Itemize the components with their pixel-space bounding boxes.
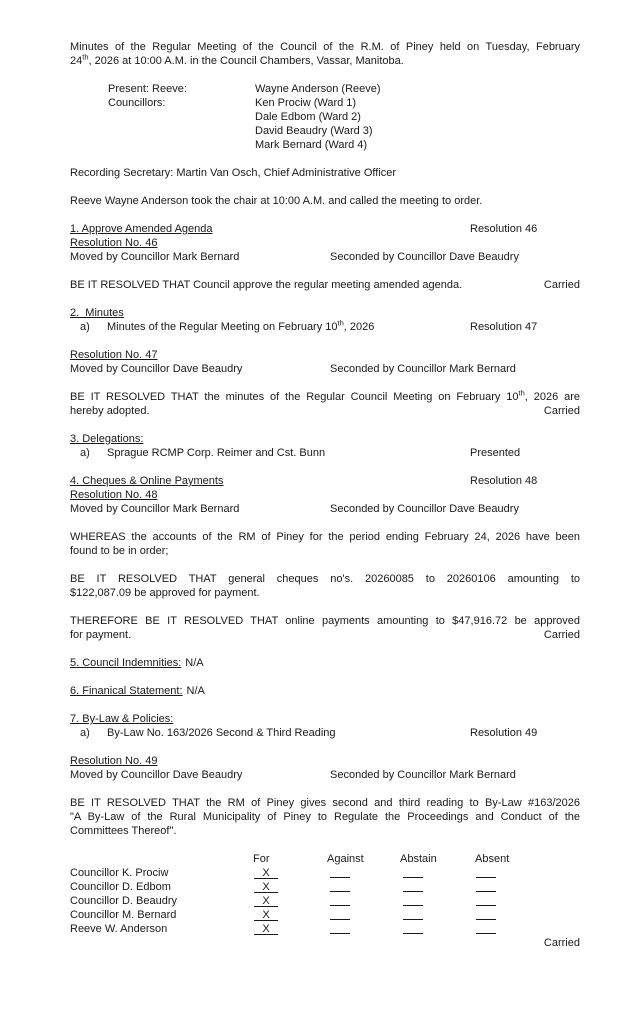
resolved-text: BE IT RESOLVED THAT the minutes of the Regular Council Meeting on February 10 (70, 391, 519, 403)
attendance-row (70, 124, 580, 138)
vote-against-blank (330, 880, 350, 892)
whereas-line-1: WHEREAS the accounts of the RM of Piney for the period ending February 24, 2026 have been (70, 531, 580, 543)
councillor-name: Mark Bernard (Ward 4) (255, 139, 368, 151)
section-4-header-block (70, 474, 580, 516)
vote-absent-blank (476, 894, 496, 906)
section-1-heading: 1. Approve Amended Agenda (70, 223, 213, 235)
vote-row (70, 880, 580, 894)
resolution-no-47: Resolution No. 47 (70, 349, 158, 361)
recording-secretary-line: Recording Secretary: Martin Van Osch, Chief Administrative Officer (70, 167, 397, 179)
title-line-2-rest: , 2026 at 10:00 A.M. in the Council Chambers, Vassar, Manitoba. (88, 55, 404, 67)
councillors-label: Councillors: (108, 97, 166, 109)
attendance-row (70, 110, 580, 124)
section-5-value: N/A (185, 657, 204, 669)
carried-label: Carried (543, 279, 580, 291)
voter-name: Councillor D. Edbom (70, 881, 171, 893)
attendance-row (70, 96, 580, 110)
section-6-row (70, 684, 580, 698)
vote-header-absent: Absent (475, 853, 510, 865)
resolution-ref-47: Resolution 47 (470, 321, 538, 333)
voter-name: Councillor M. Bernard (70, 909, 177, 921)
title-line-2-text: 24 (70, 55, 83, 67)
vote-absent-blank (476, 922, 496, 934)
section-7-heading: 7. By-Law & Policies: (70, 713, 174, 725)
resolution-no-46-row (70, 236, 580, 250)
section-2-item-a (70, 320, 580, 334)
seconded-by: Seconded by Councillor Mark Bernard (330, 769, 516, 781)
section-2-heading: 2. Minutes (70, 307, 124, 319)
section-4-heading: 4. Cheques & Online Payments (70, 475, 224, 487)
resolved-line-2 (70, 628, 580, 642)
resolution-48-text-2 (70, 614, 580, 642)
seconded-by: Seconded by Councillor Dave Beaudry (330, 503, 519, 515)
voter-name: Councillor K. Prociw (70, 867, 169, 879)
presented-label: Presented (470, 447, 521, 459)
present-reeve-label: Present: Reeve: (108, 83, 187, 95)
attendance-block (70, 82, 580, 152)
resolution-47-block (70, 348, 580, 376)
vote-against-blank (330, 908, 350, 920)
resolved-line-2: "A By-Law of the Rural Municipality of Piney to Regulate the Proceedings and Conduct of the (70, 811, 580, 823)
title-line-1: Minutes of the Regular Meeting of the Council of the R.M. of Piney held on Tuesday, February (70, 41, 580, 53)
item-text: Sprague RCMP Corp. Reimer and Cst. Bunn (107, 447, 326, 459)
document-title (70, 40, 580, 68)
section-7-item-a (70, 726, 580, 740)
moved-by: Moved by Councillor Dave Beaudry (70, 769, 243, 781)
section-5-row (70, 656, 580, 670)
resolution-49-text (70, 796, 580, 838)
vote-for-mark: X (254, 894, 278, 907)
vote-carried-row (70, 936, 580, 950)
seconded-by: Seconded by Councillor Mark Bernard (330, 363, 516, 375)
moved-by: Moved by Councillor Dave Beaudry (70, 363, 243, 375)
vote-absent-blank (476, 908, 496, 920)
resolved-text-rest: , 2026 are (524, 391, 580, 403)
carried-label: Carried (543, 937, 580, 949)
section-7-header-block (70, 712, 580, 740)
section-3-block (70, 432, 580, 460)
vote-for-mark: X (254, 866, 278, 879)
councillor-name: David Beaudry (Ward 3) (255, 125, 373, 137)
resolution-46-text-row (70, 278, 580, 292)
resolution-48-text-1 (70, 572, 580, 600)
resolution-ref-48: Resolution 48 (470, 475, 538, 487)
call-to-order-line: Reeve Wayne Anderson took the chair at 10:00 A.M. and called the meeting to order. (70, 195, 483, 207)
section-3-heading-row (70, 432, 580, 446)
resolution-ref-49: Resolution 49 (470, 727, 538, 739)
vote-row (70, 866, 580, 880)
vote-row (70, 894, 580, 908)
resolved-line-1: BE IT RESOLVED THAT general cheques no's. 20260085 to 20260106 amounting to (70, 573, 580, 585)
resolution-no-49: Resolution No. 49 (70, 755, 158, 767)
resolution-no-47-row (70, 348, 580, 362)
vote-row (70, 922, 580, 936)
resolution-49-block (70, 754, 580, 782)
resolution-no-46: Resolution No. 46 (70, 237, 158, 249)
resolved-text: BE IT RESOLVED THAT Council approve the regular meeting amended agenda. (70, 279, 463, 291)
vote-abstain-blank (403, 866, 423, 878)
resolved-text: hereby adopted. (70, 405, 150, 417)
vote-absent-blank (476, 880, 496, 892)
moved-by: Moved by Councillor Mark Bernard (70, 251, 240, 263)
item-text: Minutes of the Regular Meeting on February 10 (107, 321, 338, 333)
resolved-line-1: BE IT RESOLVED THAT the RM of Piney gives second and third reading to By-Law #163/2026 (70, 797, 580, 809)
resolution-47-text (70, 390, 580, 418)
vote-for-mark: X (254, 880, 278, 893)
seconded-by: Seconded by Councillor Dave Beaudry (330, 251, 519, 263)
moved-seconded-row (70, 362, 580, 376)
section-7-heading-row (70, 712, 580, 726)
minutes-document (70, 40, 580, 964)
vote-header-abstain: Abstain (400, 853, 437, 865)
item-marker: a) (80, 727, 90, 739)
vote-for-mark: X (254, 908, 278, 921)
carried-label: Carried (543, 405, 580, 417)
item-marker: a) (80, 447, 90, 459)
vote-row (70, 908, 580, 922)
councillor-name: Ken Prociw (Ward 1) (255, 97, 357, 109)
councillor-name: Dale Edbom (Ward 2) (255, 111, 361, 123)
vote-header-row (70, 852, 580, 866)
vote-header-against: Against (327, 853, 364, 865)
item-text-rest: , 2026 (343, 321, 375, 333)
resolution-no-49-row (70, 754, 580, 768)
section-2-header-block (70, 306, 580, 334)
vote-abstain-blank (403, 922, 423, 934)
vote-table (70, 852, 580, 950)
whereas-line-2: found to be in order; (70, 545, 169, 557)
item-text: By-Law No. 163/2026 Second & Third Reading (107, 727, 336, 739)
vote-header-for: For (253, 853, 270, 865)
section-3-item-a (70, 446, 580, 460)
voter-name: Reeve W. Anderson (70, 923, 168, 935)
section-6-value: N/A (186, 685, 205, 697)
moved-seconded-row (70, 250, 580, 264)
title-line-2 (70, 54, 580, 68)
item-marker: a) (80, 321, 90, 333)
vote-abstain-blank (403, 880, 423, 892)
moved-by: Moved by Councillor Mark Bernard (70, 503, 240, 515)
vote-against-blank (330, 922, 350, 934)
resolved-line-1: THEREFORE BE IT RESOLVED THAT online payments amounting to $47,916.72 be approved (70, 615, 580, 627)
moved-seconded-row (70, 768, 580, 782)
resolution-ref-46: Resolution 46 (470, 223, 538, 235)
whereas-paragraph (70, 530, 580, 558)
ordinal-superscript: th (82, 52, 89, 62)
vote-abstain-blank (403, 894, 423, 906)
vote-abstain-blank (403, 908, 423, 920)
vote-against-blank (330, 894, 350, 906)
ordinal-superscript: th (337, 318, 344, 328)
resolution-no-48-row (70, 488, 580, 502)
section-4-heading-row (70, 474, 580, 488)
resolved-line-2 (70, 404, 580, 418)
section-2-heading-row (70, 306, 580, 320)
vote-for-mark: X (254, 922, 278, 935)
section-1-header-block (70, 222, 580, 264)
resolved-line-3: Committees Thereof". (70, 825, 177, 837)
section-6-heading: 6. Finanical Statement: (70, 685, 183, 697)
moved-seconded-row (70, 502, 580, 516)
resolution-no-48: Resolution No. 48 (70, 489, 158, 501)
carried-label: Carried (543, 629, 580, 641)
section-3-heading: 3. Delegations: (70, 433, 144, 445)
vote-against-blank (330, 866, 350, 878)
resolved-line-2: $122,087.09 be approved for payment. (70, 587, 260, 599)
attendance-row (70, 138, 580, 152)
resolved-line-1 (70, 390, 580, 404)
reeve-name: Wayne Anderson (Reeve) (255, 83, 381, 95)
resolved-text: for payment. (70, 629, 132, 641)
voter-name: Councillor D. Beaudry (70, 895, 177, 907)
attendance-row (70, 82, 580, 96)
ordinal-superscript: th (518, 388, 525, 398)
section-5-heading: 5. Council Indemnities: (70, 657, 182, 669)
section-1-heading-row (70, 222, 580, 236)
vote-absent-blank (476, 866, 496, 878)
